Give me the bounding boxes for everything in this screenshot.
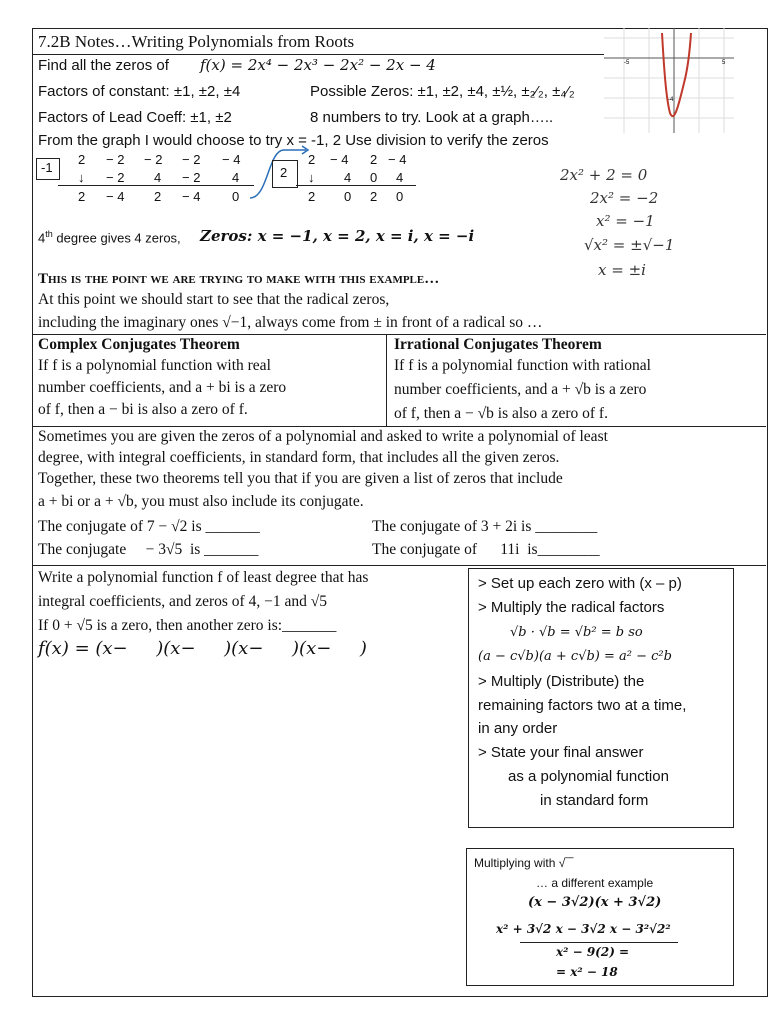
page-title: 7.2B Notes…Writing Polynomials from Roots xyxy=(38,32,355,51)
graph-tick-right: 5 xyxy=(722,60,726,66)
synthetic-rule-2 xyxy=(296,185,416,186)
given-bottom-rule xyxy=(32,565,766,566)
step-6: remaining factors two at a time, xyxy=(478,697,687,714)
step-1: > Set up each zero with (x – p) xyxy=(478,575,682,592)
solve-step-4: √x² = ±√−1 xyxy=(584,236,675,254)
mult: − 2 xyxy=(182,170,201,185)
coef: 2 xyxy=(308,152,316,167)
step-10: in standard form xyxy=(540,792,649,809)
result: 0 xyxy=(232,189,240,204)
example-line-1: (x − 3√2)(x + 3√2) xyxy=(528,895,662,910)
mult: 4 xyxy=(344,170,352,185)
irrational-theorem-line-3: of f, then a − √b is also a zero of f. xyxy=(394,405,608,422)
coef: − 2 xyxy=(106,152,125,167)
write-line-2: integral coefficients, and zeros of 4, −1 and √5 xyxy=(38,593,327,610)
degree-note xyxy=(38,229,181,245)
point-line-1: At this point we should start to see that the radical zeros, xyxy=(38,291,390,308)
example-subtitle: … a different example xyxy=(536,876,654,890)
point-line-2: including the imaginary ones √−1, always come from ± in front of a radical so … xyxy=(38,314,543,331)
result: 2 xyxy=(308,189,316,204)
conjugate-question-1: The conjugate of 7 − √2 is _______ xyxy=(38,518,260,535)
mult: − 2 xyxy=(106,170,125,185)
mult: ↓ xyxy=(78,170,85,185)
divisor-2: 2 xyxy=(280,165,288,180)
step-9: as a polynomial function xyxy=(508,768,669,785)
example-line-4: = x² − 18 xyxy=(556,965,618,979)
given-line-2: degree, with integral coefficients, in standard form, that includes all the given zeros. xyxy=(38,449,560,466)
graph-tick-left: -5 xyxy=(624,60,630,66)
function-expression: f(x) = 2x⁴ − 2x³ − 2x² − 2x − 4 xyxy=(200,56,436,74)
given-line-1: Sometimes you are given the zeros of a polynomial and asked to write a polynomial of least xyxy=(38,428,608,445)
graph-thumbnail xyxy=(604,28,734,133)
result: 2 xyxy=(78,189,86,204)
coef: − 4 xyxy=(330,152,349,167)
complex-theorem-line-3: of f, then a − bi is also a zero of f. xyxy=(38,401,248,418)
synthetic-division-1 xyxy=(76,152,256,206)
step-2: > Multiply the radical factors xyxy=(478,599,665,616)
synthetic-rule-1 xyxy=(58,185,254,186)
given-line-3: Together, these two theorems tell you that if you are given a list of zeros that include xyxy=(38,470,563,487)
step-7: in any order xyxy=(478,720,558,737)
synthetic-division-2 xyxy=(306,152,416,206)
graph-choice-note: From the graph I would choose to try x = -1, 2 Use division to verify the zeros xyxy=(38,132,549,149)
eight-numbers-note: 8 numbers to try. Look at a graph….. xyxy=(310,109,554,126)
theorem-divider xyxy=(386,334,387,426)
step-5: > Multiply (Distribute) the xyxy=(478,673,645,690)
degree-number: 4 xyxy=(38,230,46,246)
factors-lead-coeff: Factors of Lead Coeff: ±1, ±2 xyxy=(38,109,232,126)
title-underline xyxy=(32,54,604,55)
complex-theorem-line-1: If f is a polynomial function with real xyxy=(38,357,271,374)
factors-constant: Factors of constant: ±1, ±2, ±4 xyxy=(38,83,241,100)
possible-zeros: Possible Zeros: ±1, ±2, ±4, ±½, ±₂⁄₂, ±₄⁄₂ xyxy=(310,83,575,100)
coef: − 2 xyxy=(144,152,163,167)
conjugate-question-2: The conjugate of 3 + 2i is ________ xyxy=(372,518,598,535)
solve-step-2: 2x² = −2 xyxy=(590,189,659,207)
conjugate-question-4: The conjugate of 11i is________ xyxy=(372,541,600,558)
example-line-3: x² − 9(2) = xyxy=(556,945,630,959)
mult: ↓ xyxy=(308,170,315,185)
mult: 4 xyxy=(154,170,162,185)
graph-tick-down: -4 xyxy=(668,97,674,103)
coef: 2 xyxy=(370,152,378,167)
point-heading: This is the point we are trying to make with this example… xyxy=(38,271,440,287)
step-8: > State your final answer xyxy=(478,744,644,761)
result: − 4 xyxy=(106,189,125,204)
mult: 4 xyxy=(232,170,240,185)
solve-step-3: x² = −1 xyxy=(596,212,655,230)
result: − 4 xyxy=(182,189,201,204)
graph-curve xyxy=(662,33,691,116)
polynomial-template: f(x) = (x− )(x− )(x− )(x− ) xyxy=(38,638,367,659)
result: 0 xyxy=(344,189,352,204)
write-line-1: Write a polynomial function f of least degree that has xyxy=(38,569,369,586)
result: 0 xyxy=(396,189,404,204)
complex-theorem-line-2: number coefficients, and a + bi is a zero xyxy=(38,379,287,396)
example-rule xyxy=(520,942,678,943)
irrational-theorem-line-1: If f is a polynomial function with rational xyxy=(394,357,651,374)
degree-text: degree gives 4 zeros, xyxy=(56,230,181,246)
given-line-4: a + bi or a + √b, you must also include its conjugate. xyxy=(38,493,364,510)
irrational-theorem-title: Irrational Conjugates Theorem xyxy=(394,336,602,353)
solve-step-5: x = ±i xyxy=(598,261,646,279)
mult: 0 xyxy=(370,170,378,185)
result: 2 xyxy=(370,189,378,204)
coef: 2 xyxy=(78,152,86,167)
example-line-2: x² + 3√2 x − 3√2 x − 3²√2² xyxy=(496,922,671,936)
coef: − 4 xyxy=(222,152,241,167)
step-4: (a − c√b)(a + c√b) = a² − c²b xyxy=(478,649,672,664)
conjugate-question-3: The conjugate − 3√5 is _______ xyxy=(38,541,259,558)
mult: 4 xyxy=(396,170,404,185)
result: 2 xyxy=(154,189,162,204)
solve-step-1: 2x² + 2 = 0 xyxy=(560,166,648,184)
theorem-top-rule xyxy=(32,334,766,335)
divisor-1: -1 xyxy=(41,160,53,175)
find-zeros-label: Find all the zeros of xyxy=(38,57,169,74)
theorem-bottom-rule xyxy=(32,426,766,427)
coef: − 4 xyxy=(388,152,407,167)
step-3: √b · √b = √b² = b so xyxy=(510,625,643,640)
coef: − 2 xyxy=(182,152,201,167)
zeros-list: Zeros: x = −1, x = 2, x = i, x = −i xyxy=(200,227,475,245)
write-line-3: If 0 + √5 is a zero, then another zero is:_______ xyxy=(38,617,337,634)
irrational-theorem-line-2: number coefficients, and a + √b is a zero xyxy=(394,381,647,398)
complex-theorem-title: Complex Conjugates Theorem xyxy=(38,336,240,353)
example-title: Multiplying with √‾‾ xyxy=(474,856,574,870)
degree-superscript: th xyxy=(45,229,53,239)
